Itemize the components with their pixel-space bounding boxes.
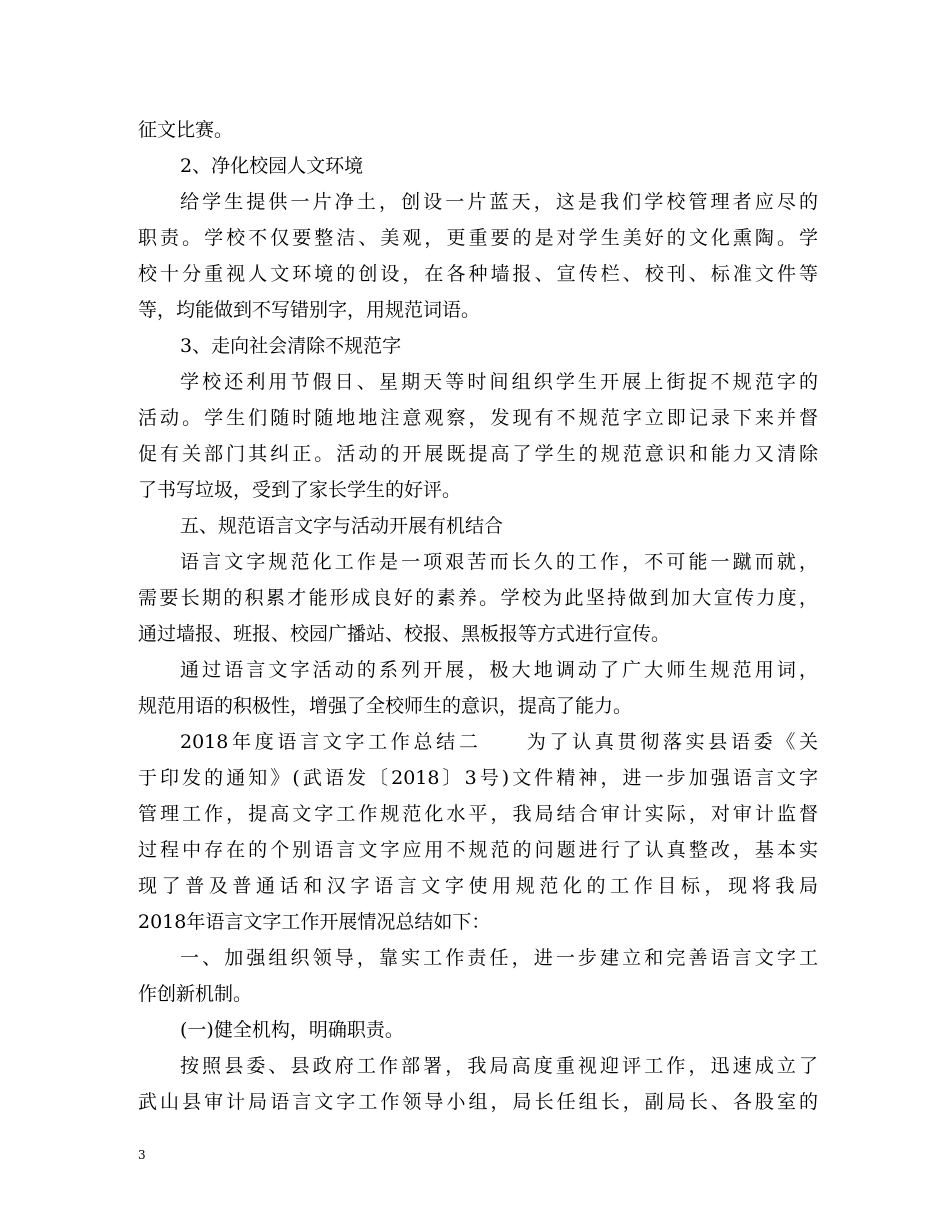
text-line-content: 规范用语的积极性，增强了全校师生的意识，提高了能力。 (138, 695, 633, 717)
text-line (180, 550, 818, 574)
section-heading (180, 946, 818, 970)
text-line (138, 586, 818, 610)
text-line (138, 262, 818, 286)
text-line-content: 职责。学校不仅要整洁、美观，更重要的是对学生美好的文化熏陶。学 (138, 227, 818, 249)
text-line-content: 2018年度语言文字工作总结二 为了认真贯彻落实县语委《关 (180, 731, 818, 753)
text-line-content: 管理工作，提高文字工作规范化水平，我局结合审计实际，对审计监督 (138, 803, 818, 825)
text-line (180, 190, 818, 214)
text-line-content: 征文比赛。 (138, 119, 234, 141)
text-line-content: 等，均能做到不写错别字，用规范词语。 (138, 299, 481, 321)
text-line-content: 校十分重视人文环境的创设，在各种墙报、宣传栏、校刊、标准文件等 (138, 263, 818, 285)
text-line-content: 给学生提供一片净土，创设一片蓝天，这是我们学校管理者应尽的 (180, 191, 818, 213)
text-line (180, 658, 818, 682)
section-heading (180, 334, 401, 358)
text-line-content: 通过墙报、班报、校园广播站、校报、黑板报等方式进行宣传。 (138, 623, 671, 645)
section-heading (180, 1018, 404, 1042)
section-heading (180, 514, 503, 538)
text-line-content: 2、净化校园人文环境 (180, 155, 364, 177)
text-line (138, 766, 818, 790)
text-line-content: 于印发的通知》(武语发〔2018〕3号)文件精神，进一步加强语言文字 (138, 767, 818, 789)
text-line (138, 694, 632, 718)
text-line-content: 一、加强组织领导，靠实工作责任，进一步建立和完善语言文字工 (180, 947, 818, 969)
text-line-content: 促有关部门其纠正。活动的开展既提高了学生的规范意识和能力又清除 (138, 443, 818, 465)
text-line-content: 五、规范语言文字与活动开展有机结合 (180, 515, 504, 537)
text-line-content: 3、走向社会清除不规范字 (180, 335, 402, 357)
text-line (138, 982, 252, 1006)
text-line (138, 298, 480, 322)
text-line (138, 1090, 818, 1114)
text-line-content: 过程中存在的个别语言文字应用不规范的问题进行了认真整改，基本实 (138, 839, 818, 861)
text-line-content: 活动。学生们随时随地地注意观察，发现有不规范字立即记录下来并督 (138, 407, 818, 429)
text-line-content: 武山县审计局语言文字工作领导小组，局长任组长，副局长、各股室的 (138, 1091, 818, 1113)
text-line (180, 730, 818, 754)
text-line-content: (一)健全机构，明确职责。 (180, 1019, 404, 1041)
text-line-content: 了书写垃圾，受到了家长学生的好评。 (138, 479, 462, 501)
text-line (138, 226, 818, 250)
text-line (138, 910, 490, 934)
text-line (138, 802, 818, 826)
text-line (138, 478, 461, 502)
text-line (180, 370, 818, 394)
text-line-content: 2018年语言文字工作开展情况总结如下： (138, 911, 491, 933)
text-line (138, 622, 670, 646)
text-line-content: 通过语言文字活动的系列开展，极大地调动了广大师生规范用词， (180, 659, 818, 681)
text-line (138, 838, 818, 862)
text-line (180, 1054, 818, 1078)
text-line (138, 118, 233, 142)
text-line (138, 874, 818, 898)
text-line (138, 406, 818, 430)
section-heading (180, 154, 363, 178)
text-line (138, 442, 818, 466)
page-number: 3 (138, 1148, 146, 1162)
text-line-content: 学校还利用节假日、星期天等时间组织学生开展上街捉不规范字的 (180, 371, 818, 393)
text-line-content: 需要长期的积累才能形成良好的素养。学校为此坚持做到加大宣传力度， (138, 587, 818, 609)
text-line-content: 语言文字规范化工作是一项艰苦而长久的工作，不可能一蹴而就， (180, 551, 818, 573)
text-line-content: 作创新机制。 (138, 983, 253, 1005)
text-line-content: 按照县委、县政府工作部署，我局高度重视迎评工作，迅速成立了 (180, 1055, 818, 1077)
text-line-content: 现了普及普通话和汉字语言文字使用规范化的工作目标，现将我局 (138, 875, 818, 897)
